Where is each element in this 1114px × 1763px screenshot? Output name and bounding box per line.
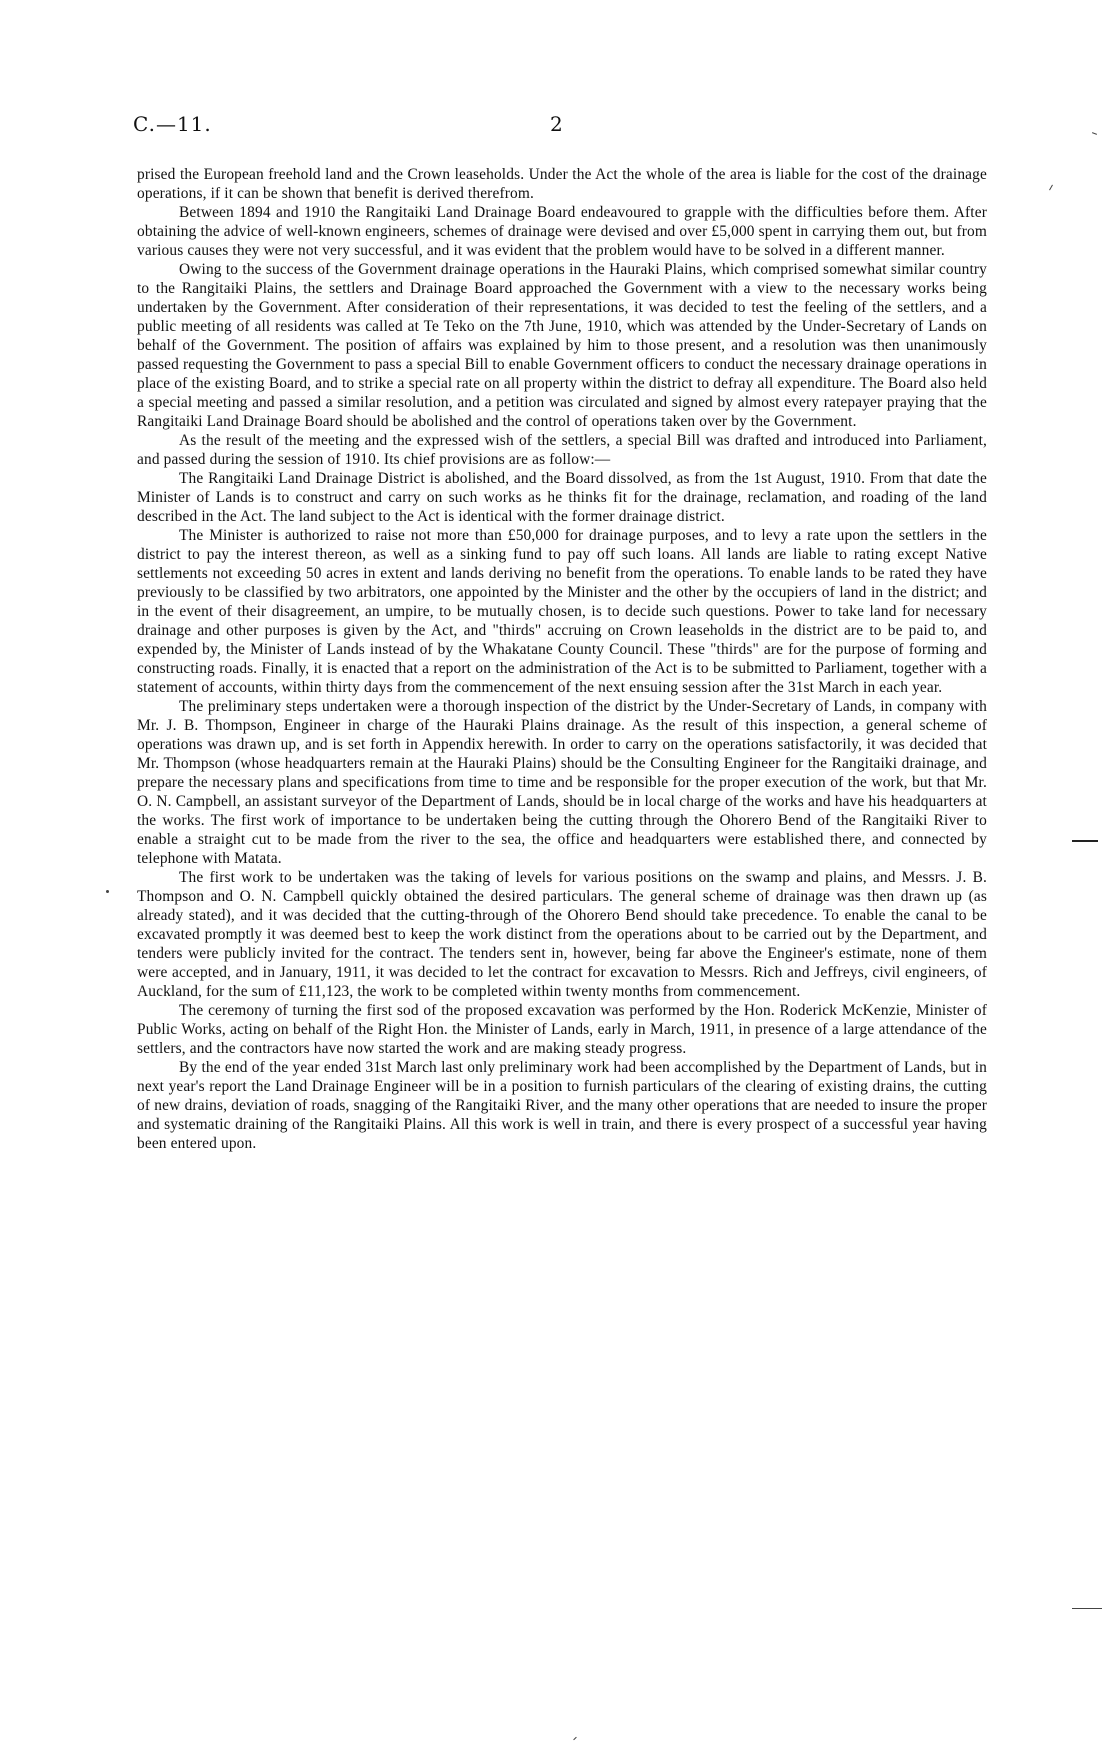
document-code: C.—11. bbox=[133, 112, 212, 136]
paragraph-first-work: The first work to be undertaken was the taking of levels for various positions on the swamp and plains, and Messrs. J. B. Thompson and O. N. Campbell quickly obtained the desired particulars. The general scheme of drainage was then drawn up (as already stated), and it was decided that the cutting-through of the Ohorero Bend should take precedence. To enable the canal to be excavated promptly it was deemed best to keep the work distinct from the operations about to be carried out by the Department, and tenders were publicly invited for the contract. The tenders sent in, however, being far above the Engineer's estimate, none of them were accepted, and in January, 1911, it was decided to let the contract for excavation to Messrs. Rich and Jeffreys, civil engineers, of Auckland, for the sum of £11,123, the work to be completed within twenty months from commencement. bbox=[137, 869, 987, 1000]
paragraph-ceremony: The ceremony of turning the first sod of the proposed excavation was performed by the Hon. Roderick McKenzie, Minister of Public Works, acting on behalf of the Right Hon. the Minister of Lands, early in March, 1911, in presence of a large attendance of the settlers, and the contractors have now started the work and are making steady progress. bbox=[137, 1002, 987, 1057]
scan-mark bbox=[1092, 132, 1097, 135]
paragraph-preliminary-steps: The preliminary steps undertaken were a thorough inspection of the district by the Under-Secretary of Lands, in company with Mr. J. B. Thompson, Engineer in charge of the Hauraki Plains drainage. As the result of this inspection, a general scheme of operations was drawn up, and is set forth in Appendix herewith. In order to carry on the operations satisfactorily, it was decided that Mr. Thompson (whose headquarters remain at the Hauraki Plains) should be the Consulting Engineer for the Rangitaiki drainage, and prepare the necessary plans and specifications from time to time and be responsible for the proper execution of the work, but that Mr. O. N. Campbell, an assistant surveyor of the Department of Lands, should be in local charge of the works and have his headquarters at the works. The first work of importance to be undertaken being the cutting through the Ohorero Bend of the Rangitaiki River to enable a straight cut to be made from the river to the sea, the office and headquarters were established there, and connected by telephone with Matata. bbox=[137, 698, 987, 867]
scan-mark bbox=[106, 890, 109, 893]
scan-mark bbox=[1072, 840, 1098, 842]
paragraph-year-end: By the end of the year ended 31st March last only preliminary work had been accomplished by the Department of Lands, but in next year's report the Land Drainage Engineer will be in a position to furnish particulars of the clearing of existing drains, the cutting of new drains, deviation of roads, snagging of the Rangitaiki River, and the many other operations that are needed to insure the proper and systematic draining of the Rangitaiki Plains. All this work is well in train, and there is every prospect of a successful year having been entered upon. bbox=[137, 1059, 987, 1152]
paragraph-special-bill: As the result of the meeting and the expressed wish of the settlers, a special Bill was drafted and introduced into Parliament, and passed during the session of 1910. Its chief provisions are as follow:— bbox=[137, 432, 987, 468]
scan-mark bbox=[1072, 1608, 1102, 1609]
paragraph-continuation: prised the European freehold land and the Crown leaseholds. Under the Act the whole of the area is liable for the cost of the drainage operations, if it can be shown that benefit is derived therefrom. bbox=[137, 166, 987, 202]
body-text bbox=[137, 165, 987, 1153]
page-header bbox=[133, 112, 1073, 142]
scan-mark bbox=[573, 1737, 577, 1741]
page-number: 2 bbox=[550, 112, 564, 136]
paragraph-minister-powers: The Minister is authorized to raise not more than £50,000 for drainage purposes, and to levy a rate upon the settlers in the district to pay the interest thereon, as well as a sinking fund to pay off such loans. All lands are liable to rating except Native settlements not exceeding 50 acres in extent and lands deriving no benefit from the operations. To enable lands to be rated they have previously to be classified by two arbitrators, one appointed by the Minister and the other by the occupiers of land in the district; and in the event of their disagreement, an umpire, to be mutually chosen, is to decide such questions. Power to take land for necessary drainage and other purposes is given by the Act, and "thirds" accruing on Crown leaseholds in the district are to be paid to, and expended by, the Minister of Lands instead of by the Whakatane County Council. These "thirds" are for the purpose of forming and constructing roads. Finally, it is enacted that a report on the administration of the Act is to be submitted to Parliament, together with a statement of accounts, within thirty days from the commencement of the next ensuing session after the 31st March in each year. bbox=[137, 527, 987, 696]
paragraph-government-approach: Owing to the success of the Government drainage operations in the Hauraki Plains, which comprised somewhat similar country to the Rangitaiki Plains, the settlers and Drainage Board approached the Government with a view to the necessary works being undertaken by the Government. After consideration of their representations, it was decided to test the feeling of the settlers, and a public meeting of all residents was called at Te Teko on the 7th June, 1910, which was attended by the Under-Secretary of Lands on behalf of the Government. The position of affairs was explained by him to those present, and a resolution was then unanimously passed requesting the Government to pass a special Bill to enable Government officers to conduct the necessary drainage operations in place of the existing Board, and to strike a special rate on all property within the district to defray all expenditure. The Board also held a special meeting and passed a similar resolution, and a petition was circulated and signed by almost every ratepayer praying that the Rangitaiki Land Drainage Board should be abolished and the control of operations taken over by the Government. bbox=[137, 261, 987, 430]
scan-mark bbox=[1049, 185, 1053, 191]
paragraph-board-history: Between 1894 and 1910 the Rangitaiki Land Drainage Board endeavoured to grapple with the difficulties before them. After obtaining the advice of well-known engineers, schemes of drainage were devised and over £5,000 spent in carrying them out, but from various causes they were not very successful, and it was evident that the problem would have to be solved in a different manner. bbox=[137, 204, 987, 259]
paragraph-district-abolished: The Rangitaiki Land Drainage District is abolished, and the Board dissolved, as from the 1st August, 1910. From that date the Minister of Lands is to construct and carry on such works as he thinks fit for the drainage, reclamation, and roading of the land described in the Act. The land subject to the Act is identical with the former drainage district. bbox=[137, 470, 987, 525]
